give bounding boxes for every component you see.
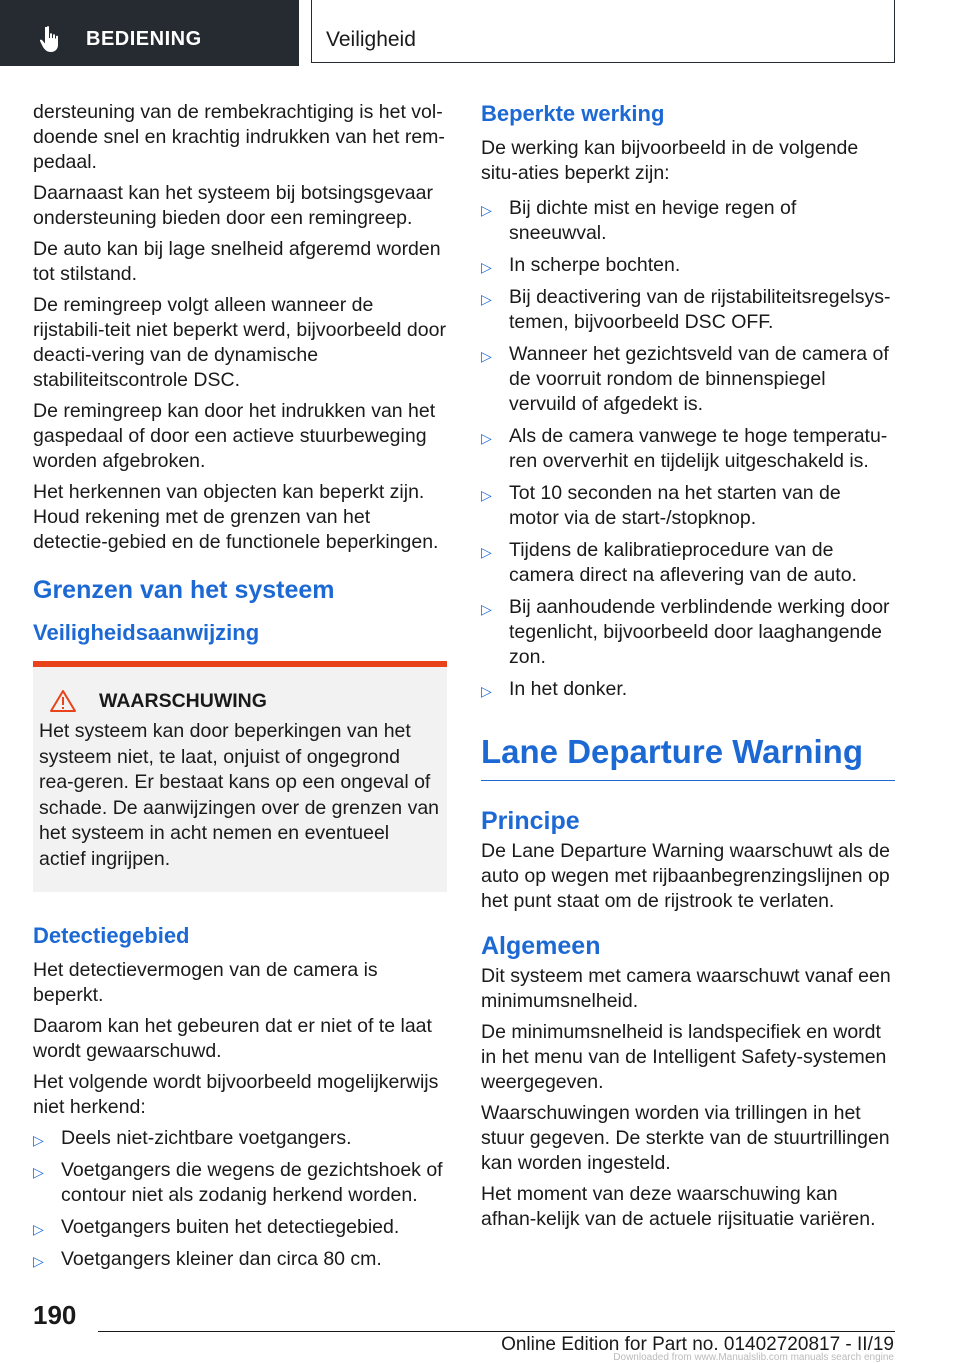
bullet-triangle-icon: ▷ bbox=[481, 487, 492, 503]
list-item bbox=[481, 595, 895, 670]
list-item-text: Voetgangers die wegens de gezichtshoek of contour niet als zodanig herkend worden. bbox=[61, 1159, 443, 1206]
principle-heading: Principe bbox=[481, 807, 580, 835]
list-item bbox=[481, 253, 895, 278]
paragraph: De remingreep volgt alleen wanneer de rijstabili-teit niet beperkt werd, bijvoorbeeld door deacti-vering van de dynamische stabiliteitscontrole DSC. bbox=[33, 294, 446, 391]
list-item bbox=[33, 1158, 447, 1208]
safety-heading: Veiligheidsaanwijzing bbox=[33, 620, 260, 645]
bullet-triangle-icon: ▷ bbox=[481, 544, 492, 560]
list-item-text: In het donker. bbox=[509, 678, 628, 700]
detection-heading: Detectiegebied bbox=[33, 923, 190, 948]
edition-label: Online Edition for Part no. 01402720817 - II/19 bbox=[501, 1334, 894, 1355]
list-item bbox=[33, 1126, 447, 1151]
paragraph: Daarnaast kan het systeem bij botsingsgevaar ondersteuning bieden door een remingreep. bbox=[33, 182, 433, 229]
bullet-triangle-icon: ▷ bbox=[481, 348, 492, 364]
hand-pointer-icon bbox=[38, 25, 64, 53]
general-heading: Algemeen bbox=[481, 932, 601, 960]
bullet-triangle-icon: ▷ bbox=[481, 202, 492, 218]
list-item-text: Tot 10 seconden na het starten van de motor via de start-/stopknop. bbox=[509, 482, 841, 529]
bullet-triangle-icon: ▷ bbox=[481, 259, 492, 275]
warning-box bbox=[33, 661, 447, 892]
list-item-text: In scherpe bochten. bbox=[509, 254, 681, 276]
list-item bbox=[481, 677, 895, 702]
warning-triangle-icon bbox=[49, 689, 77, 713]
bullet-triangle-icon: ▷ bbox=[481, 430, 492, 446]
list-item-text: Bij dichte mist en hevige regen of sneeuwval. bbox=[509, 197, 797, 244]
paragraph: Daarom kan het gebeuren dat er niet of te laat wordt gewaarschuwd. bbox=[33, 1015, 432, 1062]
list-item bbox=[481, 481, 895, 531]
paragraph: De remingreep kan door het indrukken van het gaspedaal of door een actieve stuurbeweging worden afgebroken. bbox=[33, 400, 436, 472]
list-item bbox=[33, 1215, 447, 1240]
page-header bbox=[0, 0, 960, 66]
list-item-text: Als de camera vanwege te hoge temperatu-ren oververhit en tijdelijk uitgeschakeld is. bbox=[509, 425, 888, 472]
list-item-text: Voetgangers kleiner dan circa 80 cm. bbox=[61, 1248, 382, 1270]
detection-list bbox=[33, 1126, 447, 1272]
limited-list bbox=[481, 196, 895, 702]
list-item bbox=[33, 1247, 447, 1272]
chapter-label: Veiligheid bbox=[326, 28, 416, 51]
warning-title-row bbox=[39, 689, 439, 713]
paragraph: dersteuning van de rembekrachtiging is het vol-doende snel en krachtig indrukken van het rem-pedaal. bbox=[33, 101, 445, 173]
warning-text: Het systeem kan door beperkingen van het systeem niet, te laat, onjuist of ongegrond rea-geren. Er bestaat kans op een ongeval of schade. De aanwijzingen over de grenzen van het systeem in acht nemen en eventueel actief ingrijpen. bbox=[39, 720, 440, 870]
section-tab[interactable] bbox=[0, 0, 299, 66]
paragraph: Het moment van deze waarschuwing kan afhan-kelijk van de actuele rijsituatie variëren. bbox=[481, 1183, 876, 1230]
bullet-triangle-icon: ▷ bbox=[33, 1221, 44, 1237]
list-item bbox=[481, 196, 895, 246]
warning-label: WAARSCHUWING bbox=[99, 689, 267, 712]
list-item-text: Deels niet-zichtbare voetgangers. bbox=[61, 1127, 352, 1149]
page-number: 190 bbox=[33, 1300, 77, 1330]
paragraph: Het volgende wordt bijvoorbeeld mogelijkerwijs niet herkend: bbox=[33, 1071, 439, 1118]
watermark: Downloaded from www.Manualslib.com manuals search engine bbox=[613, 1352, 894, 1363]
ldw-heading: Lane Departure Warning bbox=[481, 732, 895, 781]
list-item-text: Wanneer het gezichtsveld van de camera of de voorruit rondom de binnenspiegel vervuild of afgedekt is. bbox=[509, 343, 889, 415]
chapter-tab[interactable] bbox=[311, 0, 895, 63]
paragraph: De minimumsnelheid is landspecifiek en wordt in het menu van de Intelligent Safety-systemen weergegeven. bbox=[481, 1021, 887, 1093]
list-item bbox=[481, 342, 895, 417]
footer-divider bbox=[98, 1331, 895, 1332]
list-item-text: Bij deactivering van de rijstabiliteitsregelsys-temen, bijvoorbeeld DSC OFF. bbox=[509, 286, 891, 333]
bullet-triangle-icon: ▷ bbox=[481, 601, 492, 617]
paragraph: De werking kan bijvoorbeeld in de volgende situ-aties beperkt zijn: bbox=[481, 137, 859, 184]
paragraph: De auto kan bij lage snelheid afgeremd worden tot stilstand. bbox=[33, 238, 441, 285]
limited-heading: Beperkte werking bbox=[481, 101, 665, 126]
limits-heading: Grenzen van het systeem bbox=[33, 576, 335, 604]
bullet-triangle-icon: ▷ bbox=[33, 1164, 44, 1180]
paragraph: Het herkennen van objecten kan beperkt zijn. Houd rekening met de grenzen van het detectie-gebied en de functionele beperkingen. bbox=[33, 481, 439, 553]
list-item bbox=[481, 538, 895, 588]
list-item-text: Voetgangers buiten het detectiegebied. bbox=[61, 1216, 400, 1238]
left-column bbox=[33, 100, 447, 1279]
section-label: BEDIENING bbox=[86, 28, 202, 50]
paragraph: Dit systeem met camera waarschuwt vanaf een minimumsnelheid. bbox=[481, 965, 891, 1012]
list-item bbox=[481, 285, 895, 335]
paragraph: De Lane Departure Warning waarschuwt als de auto op wegen met rijbaanbegrenzingslijnen op het punt staat om de rijstrook te verlaten. bbox=[481, 840, 890, 912]
bullet-triangle-icon: ▷ bbox=[33, 1132, 44, 1148]
list-item-text: Tijdens de kalibratieprocedure van de camera direct na aflevering van de auto. bbox=[509, 539, 857, 586]
paragraph: Het detectievermogen van de camera is beperkt. bbox=[33, 959, 378, 1006]
bullet-triangle-icon: ▷ bbox=[33, 1253, 44, 1269]
bullet-triangle-icon: ▷ bbox=[481, 291, 492, 307]
paragraph: Waarschuwingen worden via trillingen in het stuur gegeven. De sterkte van de stuurtrillingen kan worden ingesteld. bbox=[481, 1102, 890, 1174]
list-item-text: Bij aanhoudende verblindende werking door tegenlicht, bijvoorbeeld door laaghangende zon. bbox=[509, 596, 890, 668]
bullet-triangle-icon: ▷ bbox=[481, 683, 492, 699]
list-item bbox=[481, 424, 895, 474]
right-column bbox=[481, 100, 895, 1238]
